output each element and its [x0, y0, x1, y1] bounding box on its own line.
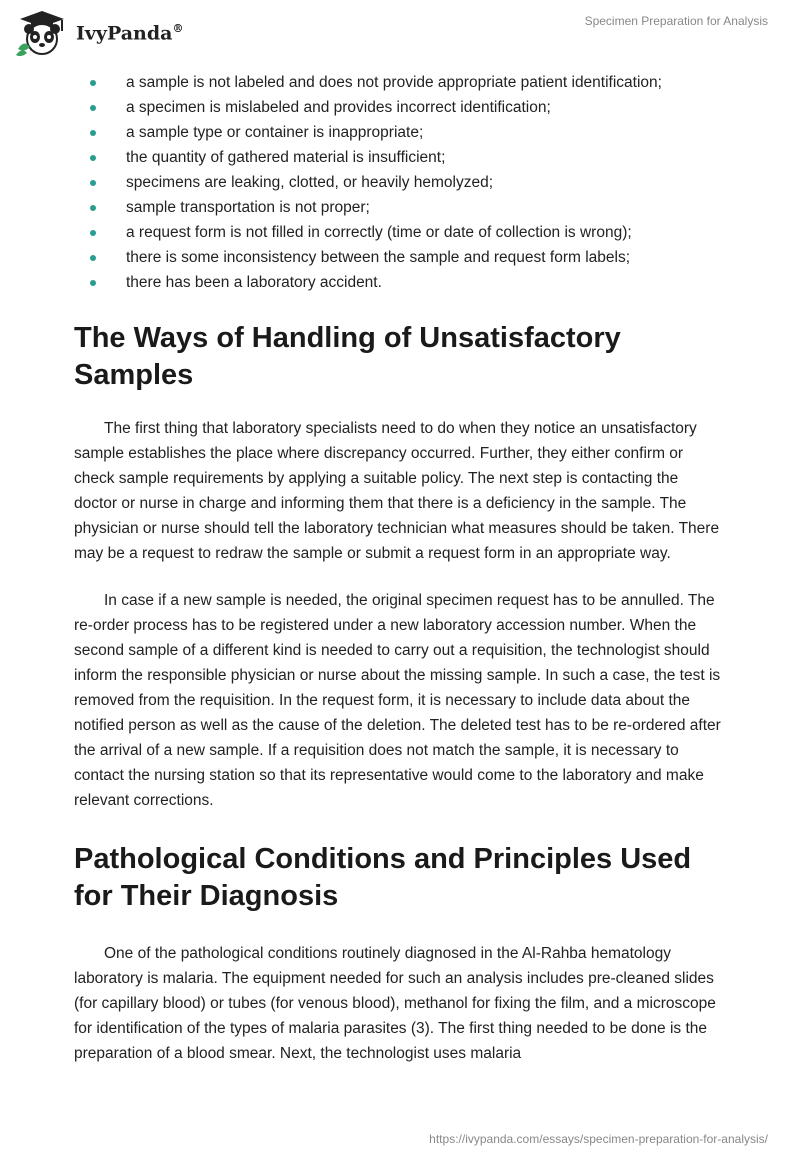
- paragraph: One of the pathological conditions routinely diagnosed in the Al-Rahba hematology laboratory is malaria. The equipment needed for such an analysis includes pre-cleaned slides (for capillary blood) or tubes (for venous blood), methanol for fixing the film, and a microscope for identification of the types of malaria parasites (3). The first thing needed to be done is the preparation of a blood smear. Next, the technologist uses malaria: [74, 945, 716, 1062]
- list-item: the quantity of gathered material is insufficient;: [74, 145, 724, 170]
- list-item: specimens are leaking, clotted, or heavily hemolyzed;: [74, 170, 724, 195]
- list-item: a sample is not labeled and does not provide appropriate patient identification;: [74, 70, 724, 95]
- list-item: a specimen is mislabeled and provides incorrect identification;: [74, 95, 724, 120]
- section-heading-handling: The Ways of Handling of Unsatisfactory Samples: [74, 322, 621, 391]
- source-url-link[interactable]: https://ivypanda.com/essays/specimen-preparation-for-analysis/: [429, 1132, 768, 1146]
- essay-content: [74, 70, 724, 1066]
- section-heading-pathological: Pathological Conditions and Principles Used for Their Diagnosis: [74, 843, 692, 912]
- panda-graduate-icon: [14, 9, 70, 57]
- unsatisfactory-sample-list: [74, 70, 724, 295]
- list-item: sample transportation is not proper;: [74, 195, 724, 220]
- list-item: a sample type or container is inappropriate;: [74, 120, 724, 145]
- paragraph: In case if a new sample is needed, the original specimen request has to be annulled. The re-order process has to be registered under a new laboratory accession number. When the second sample of a different kind is needed to carry out a requisition, the technologist should inform the responsible physician or nurse about the missing sample. In such a case, the test is removed from the requisition. In the request form, it is necessary to include data about the notified person as well as the cause of the deletion. The deleted test has to be re-ordered after the arrival of a new sample. If a requisition does not match the sample, it is necessary to contact the nursing station so that its representative would come to the laboratory and make relevant corrections.: [74, 592, 721, 809]
- list-item: there has been a laboratory accident.: [74, 270, 724, 295]
- list-item: a request form is not filled in correctly (time or date of collection is wrong);: [74, 220, 724, 245]
- ivypanda-logo[interactable]: [14, 9, 183, 57]
- list-item: there is some inconsistency between the sample and request form labels;: [74, 245, 724, 270]
- logo-text: IvyPanda®: [76, 21, 184, 45]
- paragraph: The first thing that laboratory specialists need to do when they notice an unsatisfactory sample establishes the place where discrepancy occurred. Further, they either confirm or check sample requirements by applying a suitable policy. The next step is contacting the doctor or nurse in charge and informing them that there is a deficiency in the sample. The physician or nurse should tell the laboratory technician what measures should be taken. There may be a request to redraw the sample or submit a request form in an appropriate way.: [74, 420, 720, 562]
- document-title: Specimen Preparation for Analysis: [584, 14, 768, 28]
- page-header: [0, 0, 800, 70]
